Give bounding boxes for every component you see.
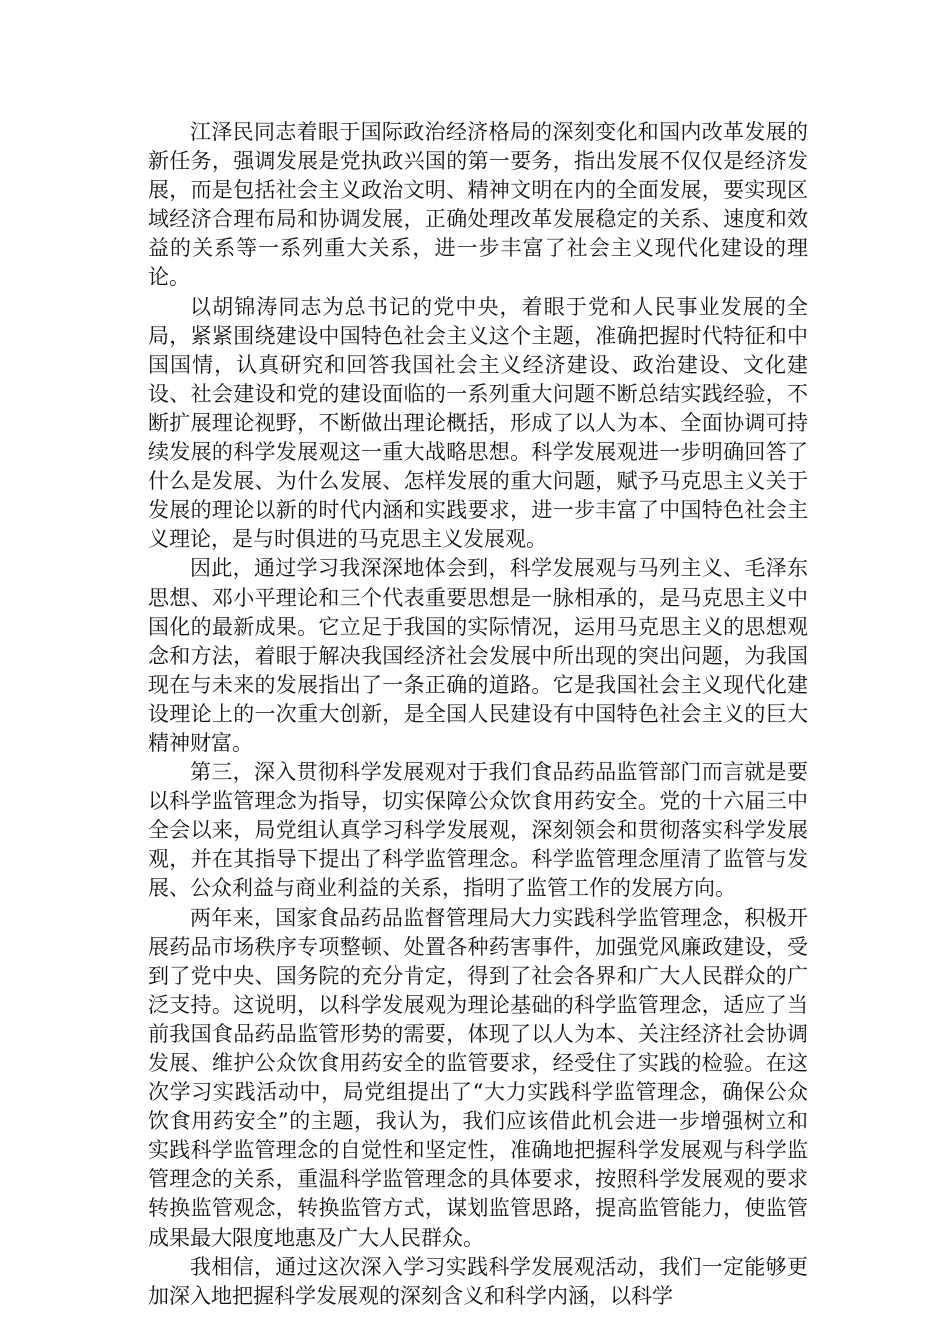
paragraph-3: 因此，通过学习我深深地体会到，科学发展观与马列主义、毛泽东思想、邓小平理论和三个代表重要思想是一脉相承的，是马克思主义中国化的最新成果。它立足于我国的实际情况，运用马克思主义的思想观念和方法，着眼于解决我国经济社会发展中所出现的突出问题，为我国现在与未来的发展指出了一条正确的道路。它是我国社会主义现代化建设理论上的一次重大创新，是全国人民建设有中国特色社会主义的巨大精神财富。 [148, 556, 808, 755]
document-body [148, 118, 808, 1311]
paragraph-4: 第三，深入贯彻科学发展观对于我们食品药品监管部门而言就是要以科学监管理念为指导，切实保障公众饮食用药安全。党的十六届三中全会以来，局党组认真学习科学发展观，深刻领会和贯彻落实科学发展观，并在其指导下提出了科学监管理念。科学监管理念厘清了监管与发展、公众利益与商业利益的关系，指明了监管工作的发展方向。 [148, 760, 808, 901]
paragraph-5: 两年来，国家食品药品监督管理局大力实践科学监管理念，积极开展药品市场秩序专项整顿、处置各种药害事件，加强党风廉政建设，受到了党中央、国务院的充分肯定，得到了社会各界和广大人民群众的广泛支持。这说明，以科学发展观为理论基础的科学监管理念，适应了当前我国食品药品监管形势的需要，体现了以人为本、关注经济社会协调发展、维护公众饮食用药安全的监管要求，经受住了实践的检验。在这次学习实践活动中，局党组提出了“大力实践科学监管理念，确保公众饮食用药安全”的主题，我认为，我们应该借此机会进一步增强树立和实践科学监管理念的自觉性和坚定性，准确地把握科学发展观与科学监管理念的关系，重温科学监管理念的具体要求，按照科学发展观的要求转换监管观念，转换监管方式，谋划监管思路，提高监管能力，使监管成果最大限度地惠及广大人民群众。 [148, 905, 808, 1250]
paragraph-2: 以胡锦涛同志为总书记的党中央，着眼于党和人民事业发展的全局，紧紧围绕建设中国特色社会主义这个主题，准确把握时代特征和中国国情，认真研究和回答我国社会主义经济建设、政治建设、文化建设、社会建设和党的建设面临的一系列重大问题不断总结实践经验，不断扩展理论视野，不断做出理论概括，形成了以人为本、全面协调可持续发展的科学发展观这一重大战略思想。科学发展观进一步明确回答了什么是发展、为什么发展、怎样发展的重大问题，赋予马克思主义关于发展的理论以新的时代内涵和实践要求，进一步丰富了中国特色社会主义理论，是与时俱进的马克思主义发展观。 [148, 294, 808, 552]
paragraph-6: 我相信，通过这次深入学习实践科学发展观活动，我们一定能够更加深入地把握科学发展观的深刻含义和科学内涵，以科学 [148, 1254, 808, 1308]
paragraph-1: 江泽民同志着眼于国际政治经济格局的深刻变化和国内改革发展的新任务，强调发展是党执政兴国的第一要务，指出发展不仅仅是经济发展，而是包括社会主义政治文明、精神文明在内的全面发展，要实现区域经济合理布局和协调发展，正确处理改革发展稳定的关系、速度和效益的关系等一系列重大关系，进一步丰富了社会主义现代化建设的理论。 [148, 120, 808, 290]
